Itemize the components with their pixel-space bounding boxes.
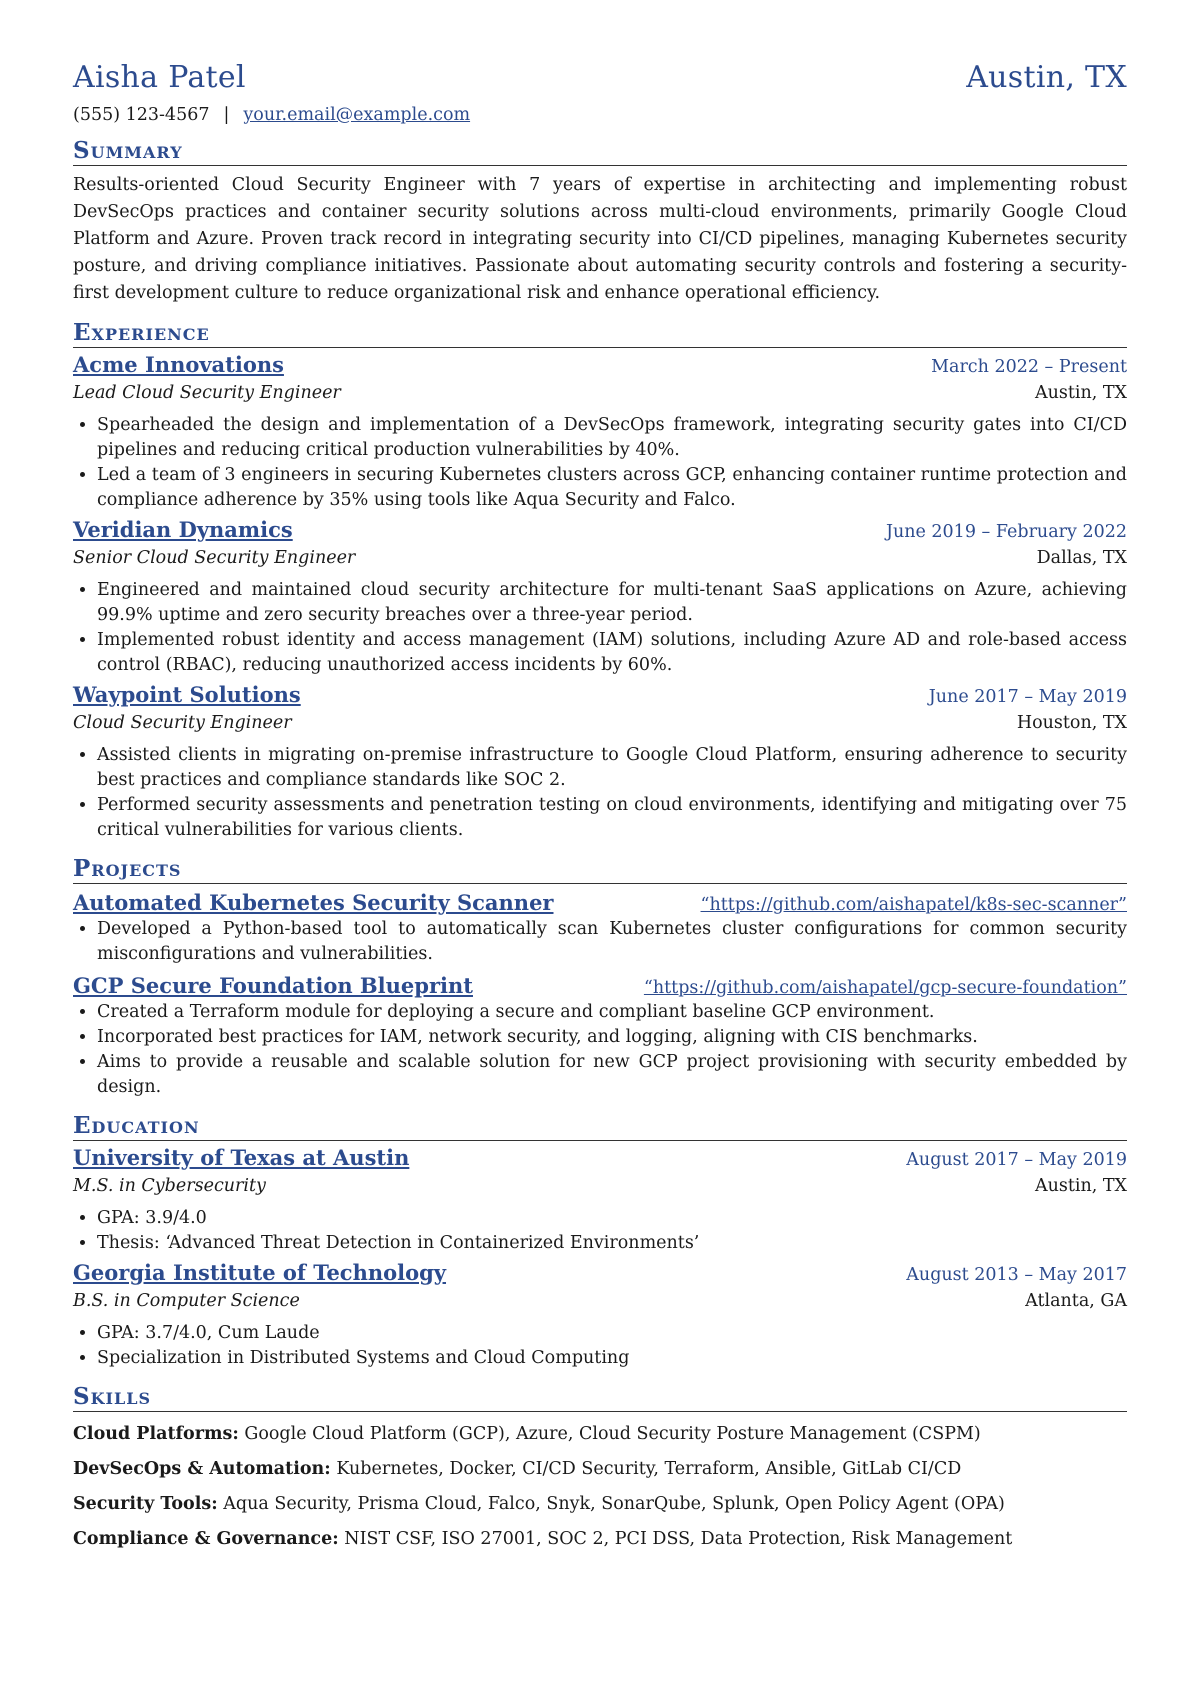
experience-dates: March 2022 – Present: [931, 357, 1127, 377]
experience-subheader-row: [73, 713, 1127, 733]
experience-dates: June 2019 – February 2022: [885, 522, 1127, 542]
education-subheader-row: [73, 1291, 1127, 1311]
education-entry: [73, 1145, 1127, 1256]
project-entry: [73, 890, 1127, 967]
education-org-link[interactable]: Georgia Institute of Technology: [73, 1260, 447, 1285]
education-dates: August 2013 – May 2017: [906, 1265, 1127, 1285]
resume-page: [73, 60, 1127, 1552]
section-title-projects: Projects: [73, 855, 1127, 884]
education-role: M.S. in Cybersecurity: [73, 1176, 266, 1196]
project-bullet: • Created a Terraform module for deploying a secure and compliant baseline GCP environment.: [97, 1000, 1127, 1025]
phone-number: (555) 123-4567: [73, 105, 210, 125]
skill-values: Kubernetes, Docker, CI/CD Security, Terraform, Ansible, GitLab CI/CD: [336, 1459, 962, 1479]
candidate-location: Austin, TX: [966, 60, 1127, 95]
skill-category: Cloud Platforms:: [73, 1424, 239, 1444]
candidate-name: Aisha Patel: [73, 60, 246, 95]
skills-list: [73, 1422, 1127, 1552]
education-role: B.S. in Computer Science: [73, 1291, 300, 1311]
project-bullet: • Aims to provide a reusable and scalable solution for new GCP project provisioning with security embedded by design.: [97, 1050, 1127, 1100]
section-title-experience: Experience: [73, 319, 1127, 348]
experience-subheader-row: [73, 383, 1127, 403]
education-header-row: [73, 1145, 1127, 1170]
experience-bullets: [73, 413, 1127, 513]
project-url-link[interactable]: “https://github.com/aishapatel/gcp-secure-foundation”: [643, 978, 1127, 998]
education-bullet: • GPA: 3.7/4.0, Cum Laude: [97, 1321, 1127, 1346]
skill-values: Google Cloud Platform (GCP), Azure, Cloud Security Posture Management (CSPM): [244, 1424, 981, 1444]
email-link[interactable]: your.email@example.com: [243, 105, 471, 125]
skill-category: Security Tools:: [73, 1494, 218, 1514]
skill-values: NIST CSF, ISO 27001, SOC 2, PCI DSS, Data Protection, Risk Management: [344, 1529, 1013, 1549]
experience-entry: [73, 682, 1127, 843]
skill-values: Aqua Security, Prisma Cloud, Falco, Snyk, SonarQube, Splunk, Open Policy Agent (OPA): [223, 1494, 1005, 1514]
education-header-row: [73, 1260, 1127, 1285]
experience-subheader-row: [73, 548, 1127, 568]
projects-list: [73, 890, 1127, 1100]
experience-org-link[interactable]: Veridian Dynamics: [73, 517, 293, 542]
project-bullets: [73, 917, 1127, 967]
summary-text: Results-oriented Cloud Security Engineer with 7 years of expertise in architecting and implementing robust DevSecOps practices and container security solutions across multi-cloud environments, primarily Google Cloud Platform and Azure. Proven track record in integrating security into CI/CD pipelines, managing Kubernetes security posture, and driving compliance initiatives. Passionate about automating security controls and fostering a security-first development culture to reduce organizational risk and enhance operational efficiency.: [73, 175, 1127, 303]
resume-header: [73, 60, 1127, 95]
experience-entry: [73, 352, 1127, 513]
project-bullet: • Incorporated best practices for IAM, network security, and logging, aligning with CIS benchmarks.: [97, 1025, 1127, 1050]
education-list: [73, 1145, 1127, 1371]
experience-bullet: • Led a team of 3 engineers in securing Kubernetes clusters across GCP, enhancing container runtime protection and compliance adherence by 35% using tools like Aqua Security and Falco.: [97, 463, 1127, 513]
contact-separator: |: [223, 105, 230, 125]
skill-row: [73, 1527, 1127, 1552]
section-title-summary: Summary: [73, 137, 1127, 166]
project-bullet: • Developed a Python-based tool to automatically scan Kubernetes cluster configurations for common security misconfigurations and vulnerabilities.: [97, 917, 1127, 967]
project-header-row: [73, 973, 1127, 998]
experience-bullet: • Implemented robust identity and access management (IAM) solutions, including Azure AD and role-based access control (RBAC), reducing unauthorized access incidents by 60%.: [97, 628, 1127, 678]
project-entry: [73, 973, 1127, 1100]
skill-row: [73, 1492, 1127, 1517]
project-name-link[interactable]: Automated Kubernetes Security Scanner: [73, 890, 554, 915]
experience-role: Senior Cloud Security Engineer: [73, 548, 356, 568]
education-org-link[interactable]: University of Texas at Austin: [73, 1145, 410, 1170]
education-location: Atlanta, GA: [1025, 1291, 1127, 1311]
skill-category: Compliance & Governance:: [73, 1529, 339, 1549]
experience-dates: June 2017 – May 2019: [928, 687, 1127, 707]
experience-bullets: [73, 578, 1127, 678]
experience-role: Cloud Security Engineer: [73, 713, 292, 733]
project-name-link[interactable]: GCP Secure Foundation Blueprint: [73, 973, 473, 998]
experience-entry: [73, 517, 1127, 678]
education-bullets: [73, 1206, 1127, 1256]
experience-bullet: • Assisted clients in migrating on-premise infrastructure to Google Cloud Platform, ensuring adherence to security best practices and compliance standards like SOC 2.: [97, 743, 1127, 793]
education-subheader-row: [73, 1176, 1127, 1196]
experience-header-row: [73, 352, 1127, 377]
experience-bullet: • Performed security assessments and penetration testing on cloud environments, identifying and mitigating over 75 critical vulnerabilities for various clients.: [97, 793, 1127, 843]
education-entry: [73, 1260, 1127, 1371]
experience-role: Lead Cloud Security Engineer: [73, 383, 341, 403]
experience-header-row: [73, 517, 1127, 542]
experience-org-link[interactable]: Waypoint Solutions: [73, 682, 301, 707]
skill-row: [73, 1457, 1127, 1482]
contact-line: [73, 105, 1127, 125]
skill-row: [73, 1422, 1127, 1447]
project-url-link[interactable]: “https://github.com/aishapatel/k8s-sec-scanner”: [700, 895, 1127, 915]
section-title-education: Education: [73, 1112, 1127, 1141]
education-bullet: • Thesis: ‘Advanced Threat Detection in Containerized Environments’: [97, 1231, 1127, 1256]
experience-list: [73, 352, 1127, 843]
experience-location: Houston, TX: [1016, 713, 1127, 733]
experience-location: Dallas, TX: [1036, 548, 1127, 568]
education-bullets: [73, 1321, 1127, 1371]
experience-bullet: • Spearheaded the design and implementation of a DevSecOps framework, integrating security gates into CI/CD pipelines and reducing critical production vulnerabilities by 40%.: [97, 413, 1127, 463]
experience-location: Austin, TX: [1034, 383, 1127, 403]
education-dates: August 2017 – May 2019: [906, 1150, 1127, 1170]
skill-category: DevSecOps & Automation:: [73, 1459, 331, 1479]
experience-header-row: [73, 682, 1127, 707]
experience-org-link[interactable]: Acme Innovations: [73, 352, 284, 377]
education-bullet: • Specialization in Distributed Systems and Cloud Computing: [97, 1346, 1127, 1371]
section-title-skills: Skills: [73, 1383, 1127, 1412]
education-location: Austin, TX: [1034, 1176, 1127, 1196]
project-bullets: [73, 1000, 1127, 1100]
experience-bullets: [73, 743, 1127, 843]
education-bullet: • GPA: 3.9/4.0: [97, 1206, 1127, 1231]
project-header-row: [73, 890, 1127, 915]
experience-bullet: • Engineered and maintained cloud security architecture for multi-tenant SaaS applications on Azure, achieving 99.9% uptime and zero security breaches over a three-year period.: [97, 578, 1127, 628]
